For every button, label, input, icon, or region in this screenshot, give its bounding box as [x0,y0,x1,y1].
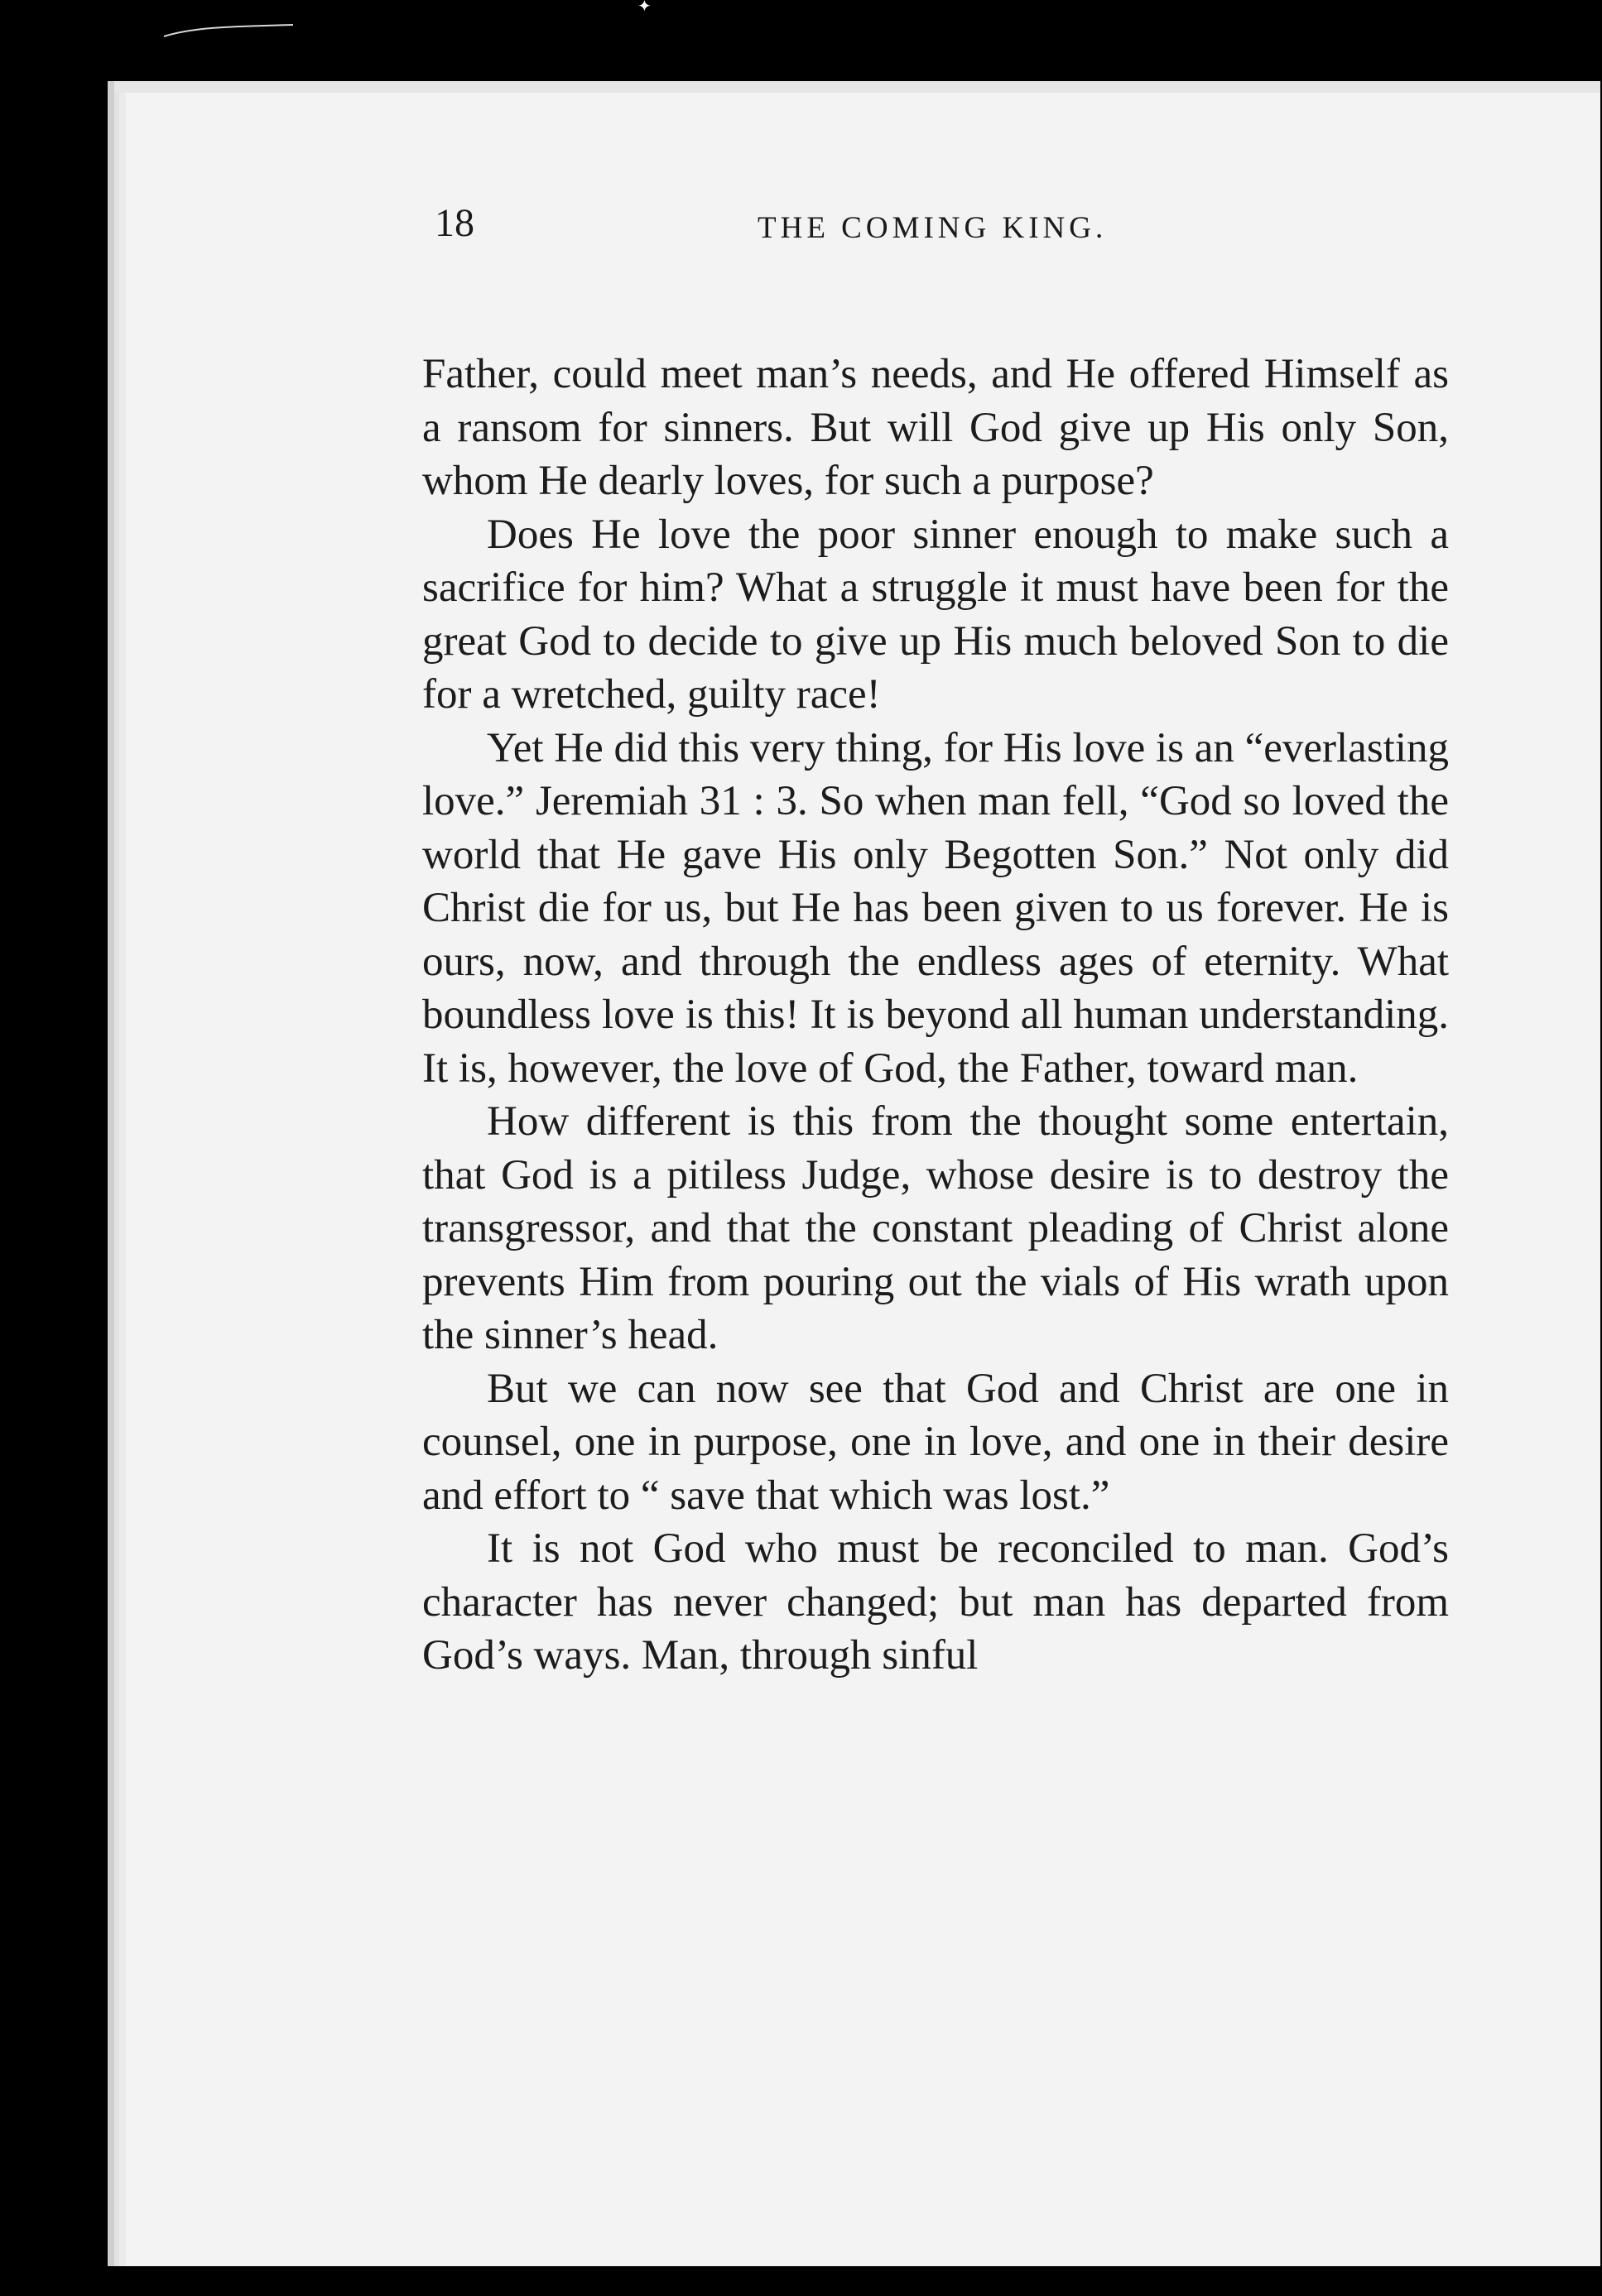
paragraph: Yet He did this very thing, for His love is an “everlasting love.” Jeremiah 31 : 3. So when man fell, “God so loved the world that He gave His only Begotten Son.” Not only did Christ die for us, but He has been given to us forever. He is ours, now, and through the endless ages of eternity. What boundless love is this! It is beyond all human understanding. It is, however, the love of God, the Father, toward man. [422,724,1449,1092]
page-number: 18 [435,201,474,245]
running-head [435,182,1511,265]
paragraph: Father, could meet man’s needs, and He offered Himself as a ransom for sinners. But will God give up His only Son, whom He dearly loves, for such a purpose? [422,351,1449,504]
running-title: THE COMING KING. [758,211,1108,245]
page-top-edge [114,81,1600,93]
paragraph: It is not God who must be reconciled to man. God’s character has never changed; but man has departed from God’s ways. Man, through sinful [422,1525,1449,1679]
body-text [422,348,1449,1683]
paragraph: Does He love the poor sinner enough to make such a sacrifice for him? What a struggle it must have been for the great God to decide to give up His much beloved Son to die for a wretched, guilty race! [422,511,1449,718]
scan-speck-mark: ✦ [637,0,652,16]
paragraph: But we can now see that God and Christ are one in counsel, one in purpose, one in love, and one in their desire and effort to “ save that which was lost.” [422,1365,1449,1519]
paragraph: How different is this from the thought some entertain, that God is a pitiless Judge, whose desire is to destroy the transgressor, and that the constant pleading of Christ alone prevents Him from pouring out the vials of His wrath upon the sinner’s head. [422,1098,1449,1358]
scan-edge-mark [162,8,295,41]
